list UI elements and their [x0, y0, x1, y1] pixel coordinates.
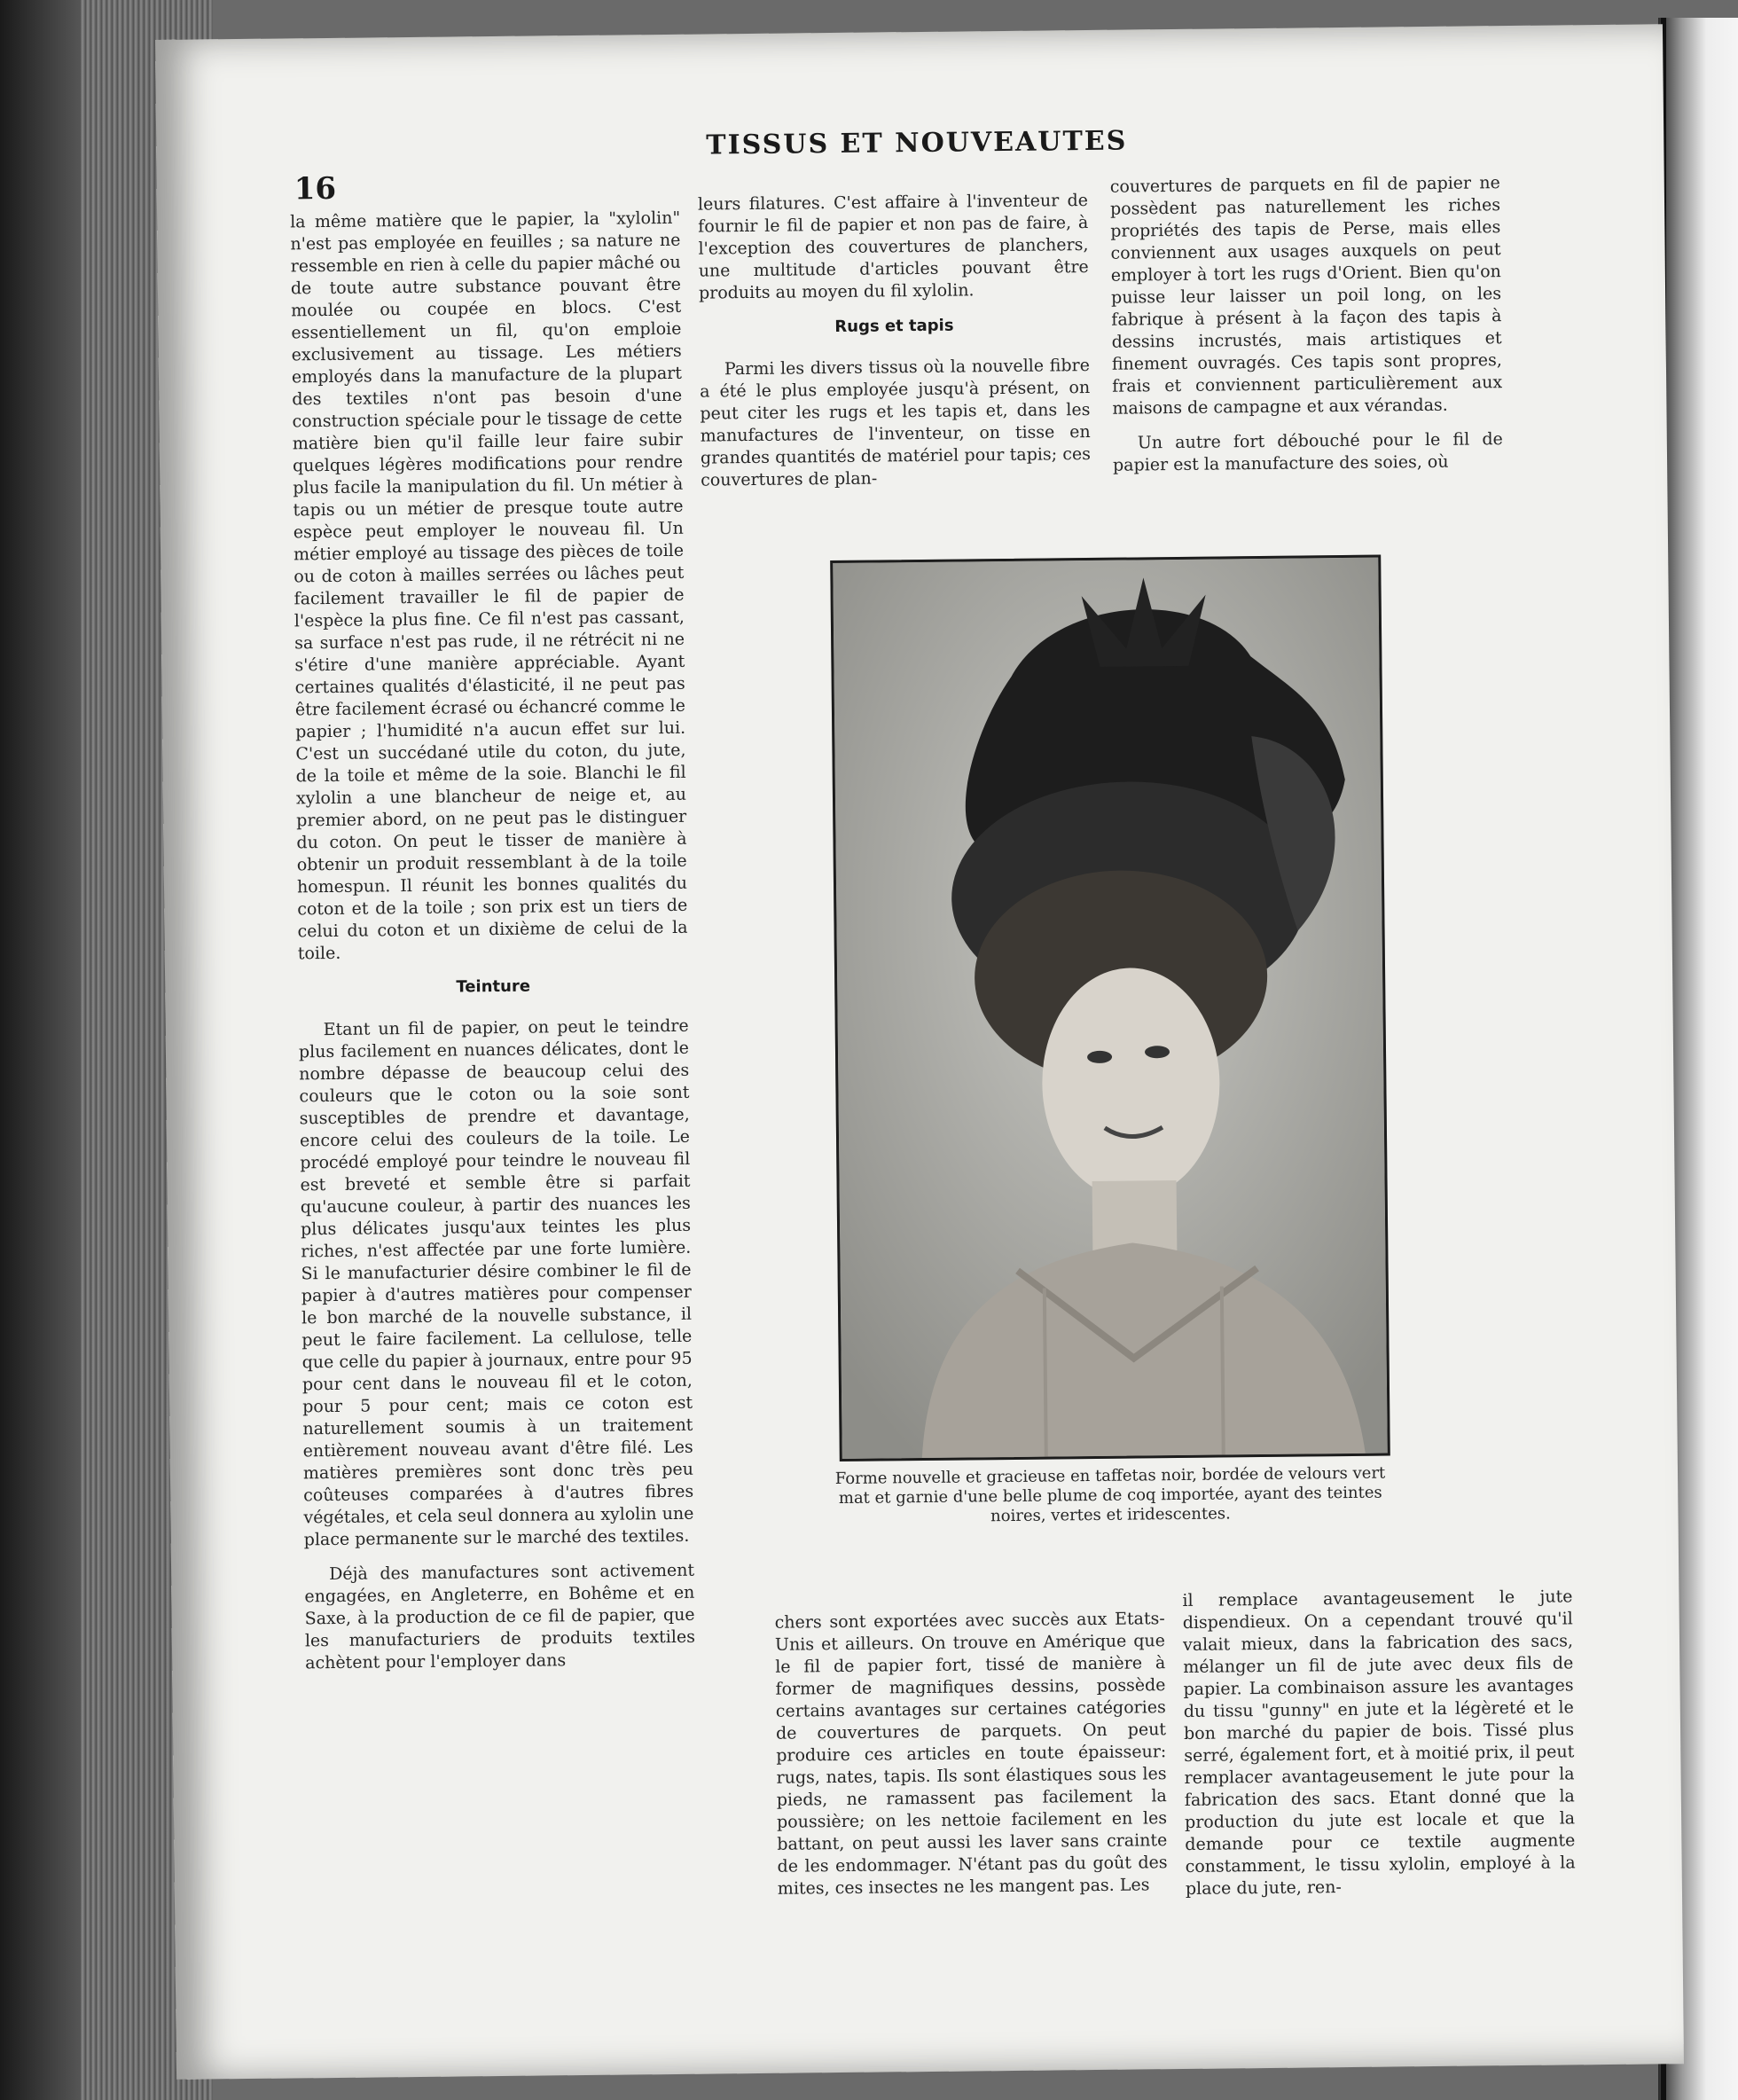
subhead-teinture: Teinture [456, 976, 531, 997]
paragraph: Etant un fil de papier, on peut le teindre plus facilement en nuances délicates, dont le nombre dépasse de beaucoup celui des couleurs que le coton ou la soie sont susceptibles de prendre et davantage, encore celui des couleurs de la toile. Le procédé employé pour teindre le nouveau fil est breveté et semble être si parfait qu'aucune couleur, à partir des nuances les plus délicates jusqu'aux teintes les plus riches, n'est affectée par une forte lumière. Si le manufacturier désire combiner le fil de papier à d'autres matières pour compenser le bon marché de la nouvelle substance, il peut le faire facilement. La cellulose, telle que celle du papier à journaux, entre pour 95 pour cent dans le nouveau fil et le coton, pour 5 pour cent; mais ce coton est naturellement soumis à un traitement entièrement nouveau avant d'être filé. Les matières premières sont donc très peu coûteuses comparées à d'autres fibres végétales, et cela seul donnera au xylolin une place permanente sur le marché des textiles. [298, 1015, 694, 1550]
column-5 [1182, 1586, 1576, 1913]
running-head: TISSUS ET NOUVEAUTES [706, 125, 1128, 161]
column-4 [775, 1608, 1169, 1913]
paragraph: il remplace avantageusement le jute dispendieux. On a cependant trouvé qu'il valait mieux, dans la fabrication des sacs, mélanger un fil de jute avec deux fils de papier. La combinaison assure les avantages du tissu "gunny" en jute et la légèreté et le bon marché du papier de bois. Tissé plus serré, également fort, et à moitié prix, il peut remplacer avantageusement le jute pour la fabrication des sacs. Etant donné que la production du jute est locale et que la demande pour ce textile augmente constamment, le tissu xylolin, employé à la place du jute, ren- [1182, 1587, 1576, 1899]
page-number: 16 [294, 170, 337, 208]
paragraph: la même matière que le papier, la "xylolin" n'est pas employée en feuilles ; sa nature ne ressemble en rien à celle du papier mâché ou de toute autre substance pouvant être moulée ou coupée en blocs. C'est essentiellement un fil, qu'on emploie exclusivement au tissage. Les métiers employés dans la manufacture de la plupart des textiles n'ont pas besoin d'une construction spéciale pour le tissage de cette matière bien qu'il faille leur faire subir quelques légères modifications pour rendre plus facile la manipulation du fil. Un métier à tapis ou un métier de presque toute autre espèce peut employer le nouveau fil. Un métier employé au tissage des pièces de toile ou de coton à mailles serrées ou lâches peut facilement travailler le fil de papier de l'espèce la plus fine. Ce fil n'est pas cassant, sa surface n'est pas rude, il ne rétrécit ni ne s'étire d'une manière appréciable. Ayant certaines qualités d'élasticité, il ne peut pas être facilement écrasé ou échancré comme le papier ; l'humidité n'a aucun effet sur lui. C'est un succédané utile du coton, du jute, de la toile et même de la soie. Blanchi le fil xylolin a une blancheur de neige et, au premier abord, on ne peut pas le distinguer du coton. On peut le tisser de manière à obtenir un produit ressemblant à de la toile homespun. Il réunit les bonnes qualités du coton et de la toile ; son prix est un tiers de celui du coton et un dixième de celui de la toile. [290, 208, 688, 964]
portrait-photo [830, 555, 1390, 1461]
column-3 [1110, 172, 1504, 490]
woman-with-feathered-hat-image [833, 558, 1388, 1459]
paragraph: leurs filatures. C'est affaire à l'inventeur de fournir le fil de papier et non pas de faire, à l'exception des couvertures de planchers, une multitude d'articles pouvant être produits au moyen du fil xylolin. [697, 190, 1089, 303]
paragraph: Un autre fort débouché pour le fil de papier est la manufacture des soies, où [1112, 429, 1503, 475]
paragraph: couvertures de parquets en fil de papier ne possèdent pas naturellement les riches propriétés des tapis de Perse, mais elles conviennent aux usages auxquels on peut employer à tort les rugs d'Orient. Bien qu'on puisse leur laisser un poil long, on les fabrique à présent à la façon des tapis à dessins incrustés, mais artistiques et finement ouvragés. Ces tapis sont propres, frais et conviennent particulièrement aux maisons de campagne et aux vérandas. [1109, 173, 1503, 419]
paragraph: Parmi les divers tissus où la nouvelle fibre a été le plus employée jusqu'à présent, on peut citer les rugs et les tapis et, dans les manufactures de l'inventeur, on tisse en grandes quantités de matériel pour tapis; ces couvertures de plan- [700, 355, 1092, 490]
magazine-page [155, 24, 1684, 2080]
column-2 [698, 190, 1092, 505]
book-spine-shadow [0, 0, 80, 2100]
paragraph: Déjà des manufactures sont activement engagées, en Angleterre, en Bohême et en Saxe, à la production de ce fil de papier, que les manufacturiers de produits textiles achètent pour l'employer dans [304, 1560, 696, 1673]
column-1 [290, 208, 695, 1688]
photo-caption: Forme nouvelle et gracieuse en taffetas noir, bordée de velours vert mat et garnie d'une belle plume de coq importée, ayant des teintes noires, vertes et iridescentes. [834, 1463, 1386, 1526]
subhead-rugs-et-tapis: Rugs et tapis [834, 316, 954, 336]
paragraph: chers sont exportées avec succès aux Etats-Unis et ailleurs. On trouve en Amérique que le fil de papier fort, tissé de manière à former de magnifiques dessins, possède certains avantages sur certaines catégories de couvertures de parquets. On peut produire ces articles en toute épaisseur: rugs, nates, tapis. Ils sont élastiques sous les pieds, ne ramassent pas facilement la poussière; on les nettoie facilement en les battant, on peut aussi les laver sans crainte de les endommager. N'étant pas du goût des mites, ces insectes ne les mangent pas. Les [774, 1609, 1168, 1899]
